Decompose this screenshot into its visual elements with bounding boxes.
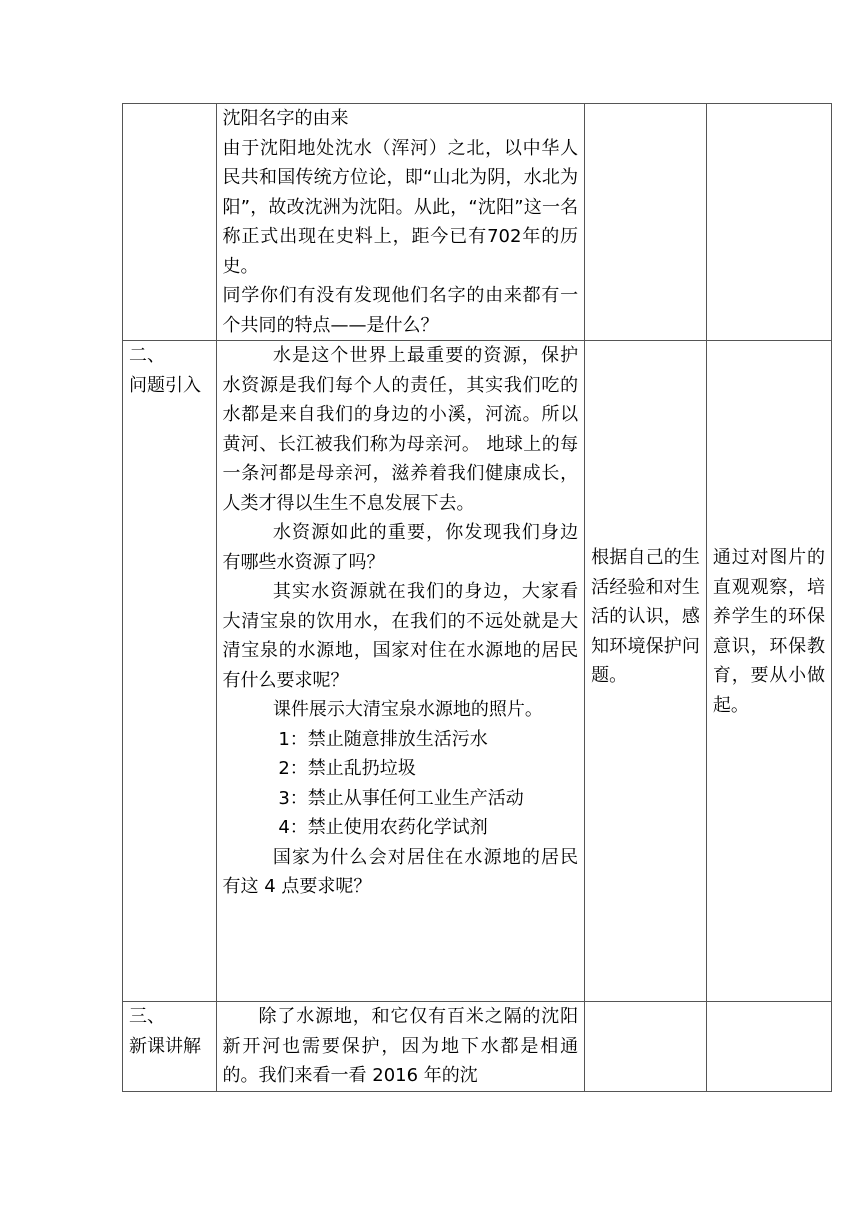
content-paragraph: 其实水资源就在我们的身边，大家看大清宝泉的饮用水，在我们的不远处就是大清宝泉的水源地，国家对住在水源地的居民有什么要求呢？ (222, 581, 579, 691)
content-paragraph: 课件展示大清宝泉水源地的照片。 (272, 699, 543, 720)
section-title: 问题引入 (129, 374, 201, 396)
section-cell (123, 341, 217, 1002)
table-row (123, 1002, 832, 1092)
section-title: 新课讲解 (129, 1035, 201, 1057)
student-activity-cell (585, 341, 707, 1002)
table-row (123, 104, 832, 341)
section-cell (123, 104, 217, 341)
subtopic-title: 沈阳名字的由来 (222, 108, 349, 129)
lesson-plan-table (122, 103, 832, 1092)
content-paragraph: 水是这个世界上最重要的资源，保护水资源是我们每个人的责任，其实我们吃的水都是来自我们的身边的小溪，河流。所以黄河、长江被我们称为母亲河。 地球上的每一条河都是母亲河，滋养着我们健康成长，人类才得以生生不息发展下去。 (222, 345, 579, 514)
content-cell (216, 104, 585, 341)
content-cell (216, 1002, 585, 1092)
section-number: 三、 (129, 1006, 165, 1027)
rule-list-item: 2：禁止乱扔垃圾 (278, 758, 416, 779)
student-activity-text: 根据自己的生活经验和对生活的认识，感知环境保护问题。 (591, 547, 700, 686)
content-paragraph: 国家为什么会对居住在水源地的居民有这 4 点要求呢？ (222, 846, 579, 897)
design-intent-cell (706, 1002, 831, 1092)
content-paragraph: 由于沈阳地处沈水（浑河）之北，以中华人民共和国传统方位论，即“山北为阴，水北为阳”，故改沈洲为沈阳。从此，“沈阳”这一名称正式出现在史料上，距今已有702年的历史。 (222, 137, 579, 277)
content-paragraph: 同学你们有没有发现他们名字的由来都有一个共同的特点——是什么？ (222, 285, 579, 336)
table-row (123, 341, 832, 1002)
student-activity-cell (585, 104, 707, 341)
rule-list-item: 1：禁止随意排放生活污水 (278, 728, 488, 750)
section-number: 二、 (129, 345, 165, 366)
rule-list-item: 4：禁止使用农药化学试剂 (278, 817, 488, 838)
content-paragraph: 除了水源地，和它仅有百米之隔的沈阳新开河也需要保护，因为地下水都是相通的。我们来看一看 2016 年的沈 (222, 1006, 579, 1086)
design-intent-cell (706, 104, 831, 341)
design-intent-text: 通过对图片的直观观察，培养学生的环保意识，环保教育，要从小做起。 (712, 547, 825, 716)
design-intent-cell (706, 341, 831, 1002)
student-activity-cell (585, 1002, 707, 1092)
section-cell (123, 1002, 217, 1092)
content-cell (216, 341, 585, 1002)
content-paragraph: 水资源如此的重要，你发现我们身边有哪些水资源了吗？ (222, 522, 579, 573)
rule-list-item: 3：禁止从事任何工业生产活动 (278, 787, 524, 809)
